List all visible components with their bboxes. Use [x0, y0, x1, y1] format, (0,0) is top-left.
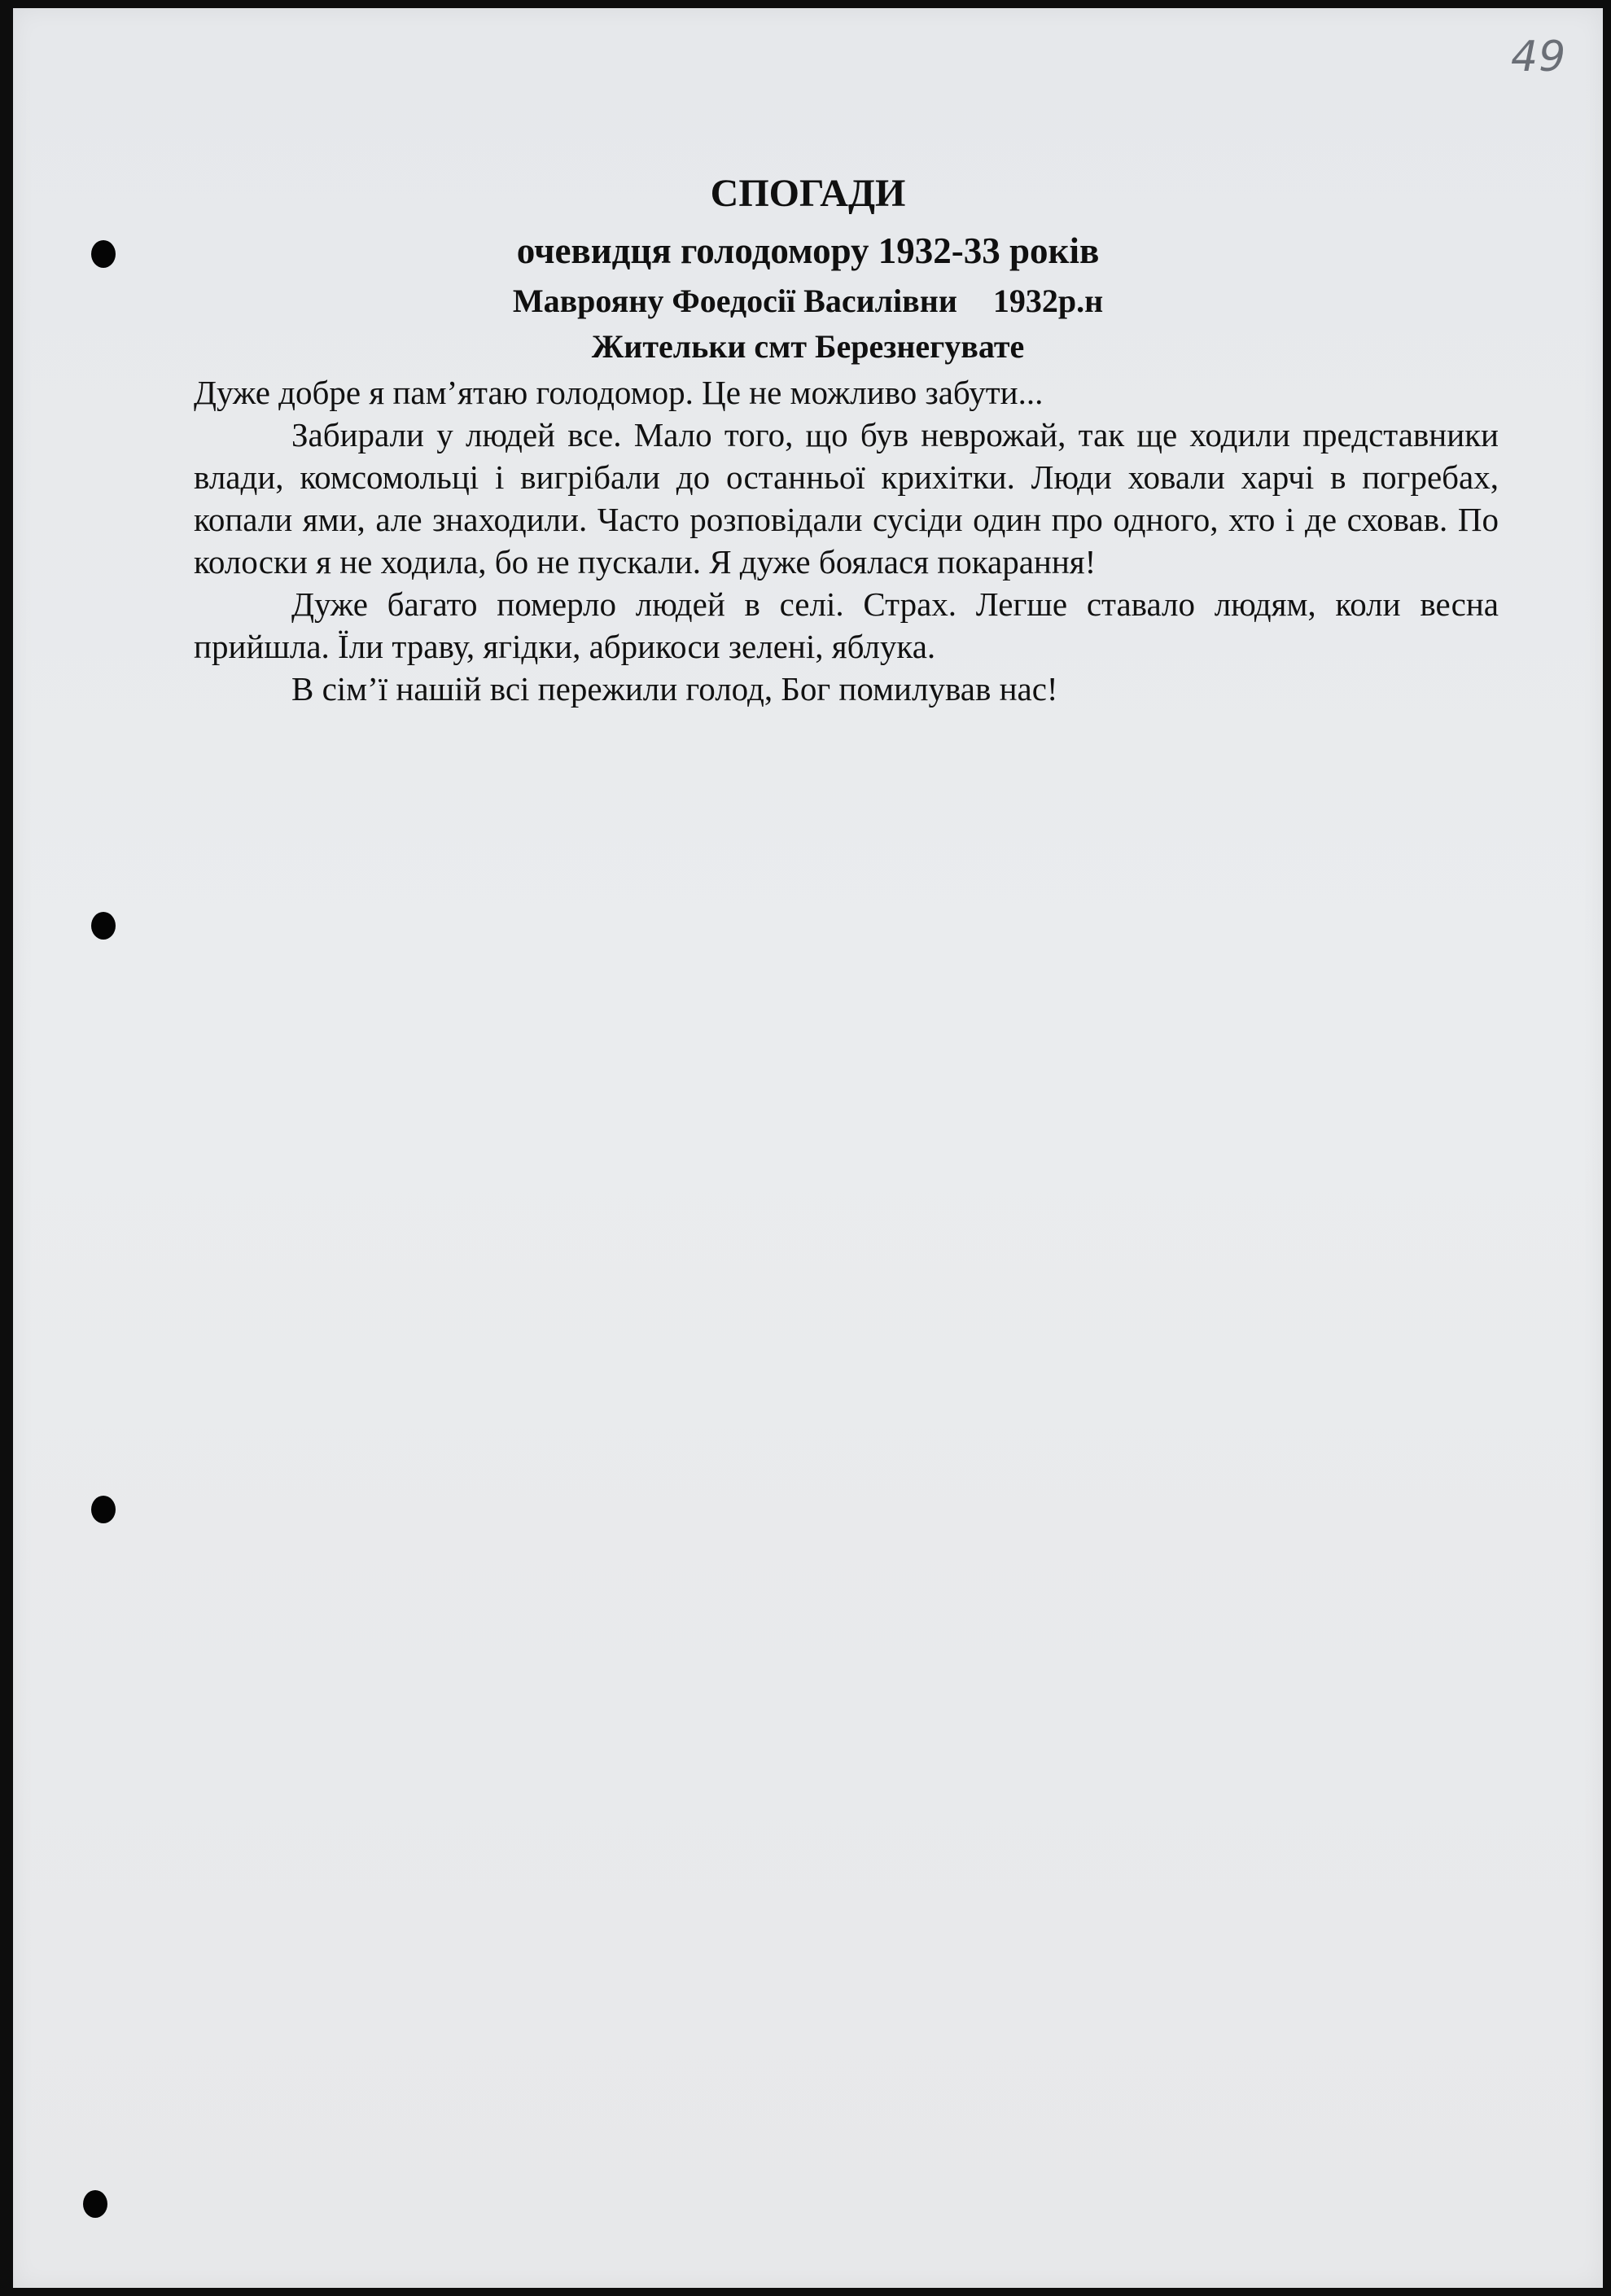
memoir-body: [194, 371, 1499, 710]
punch-hole: [91, 912, 116, 940]
document-title: СПОГАДИ: [710, 172, 906, 215]
paragraph: Дуже добре я пам’ятаю голодомор. Це не можливо забути...: [194, 374, 1044, 411]
punch-hole: [91, 1496, 116, 1523]
punch-hole: [83, 2190, 107, 2218]
paragraph: В сім’ї нашій всі пережили голод, Бог помилував нас!: [291, 670, 1058, 708]
witness-residence: Жительки смт Березнегувате: [591, 328, 1025, 365]
handwritten-page-number: 49: [1511, 33, 1567, 81]
birth-year: 1932р.н: [992, 283, 1104, 319]
document-subtitle: очевидця голодомору 1932-33 років: [516, 230, 1100, 271]
witness-line: [13, 282, 1603, 320]
witness-name: Маврояну Фоедосії Василівни: [512, 283, 957, 319]
paragraph: Дуже багато померло людей в селі. Страх. Легше ставало людям, коли весна прийшла. Їли траву, ягідки, абрикоси зелені, яблука.: [194, 585, 1499, 665]
paragraph: Забирали у людей все. Мало того, що був неврожай, так ще ходили представники влади, комсомольці і вигрібали до останньої крихітки. Люди ховали харчі в погребах, копали ями, але знаходили. Часто розповідали сусіди один про одного, хто і де сховав. По колоски я не ходила, бо не пускали. Я дуже боялася покарання!: [194, 416, 1499, 581]
document-page: [13, 8, 1603, 2288]
